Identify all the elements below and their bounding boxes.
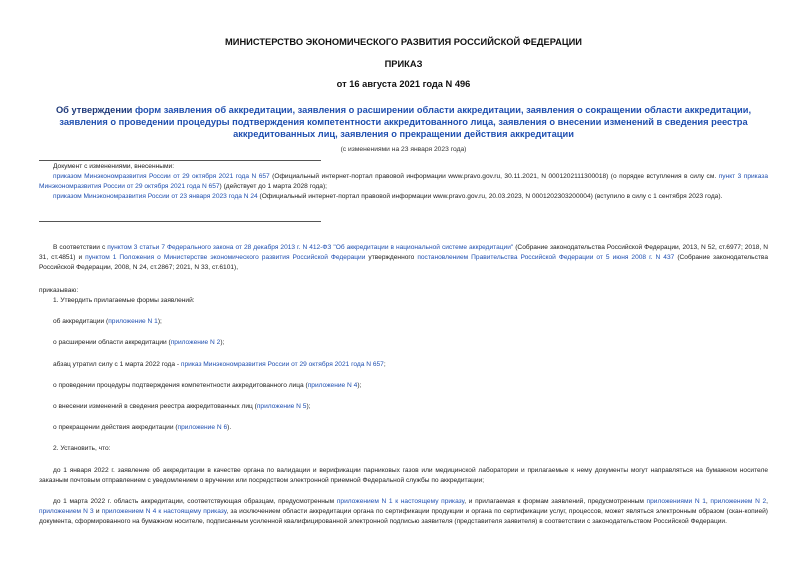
changes-block (39, 162, 768, 202)
appendix-3-order-link[interactable]: приложением N 3 (39, 507, 94, 515)
item-form-6-end: ). (227, 424, 232, 431)
document-title (45, 105, 762, 140)
item-approve-forms: 1. Утвердить прилагаемые формы заявлений: (53, 297, 195, 304)
paragraph-until-march-2022 (39, 497, 768, 527)
divider-top (39, 160, 321, 161)
order-word: приказываю: (39, 287, 79, 294)
item-form-6 (53, 424, 231, 431)
order-657-link[interactable]: приказ Минэкономразвития России от 29 октября 2021 года N 657 (180, 361, 384, 368)
appendix-4-order-link[interactable]: приложением N 4 к настоящему приказу (101, 507, 227, 515)
ministry-heading: МИНИСТЕРСТВО ЭКОНОМИЧЕСКОГО РАЗВИТИЯ РОССИЙСКОЙ ФЕДЕРАЦИИ (225, 37, 582, 47)
appendix-4-link[interactable]: приложение N 4 (307, 382, 358, 389)
item-form-4-text: о проведении процедуры подтверждения компетентности аккредитованного лица ( (53, 382, 308, 389)
law-link[interactable]: пунктом 3 статьи 7 Федерального закона от 28 декабря 2013 г. N 412-ФЗ "Об аккредитации в национальной системе аккредитации" (107, 244, 514, 251)
para-b-text-3: , (705, 498, 711, 505)
para-b-text-5: и (93, 507, 102, 515)
title-prefix: Об утверждении (55, 105, 133, 115)
item-form-2-text: о расширении области аккредитации ( (53, 339, 171, 346)
para-b-text-4: , (766, 498, 768, 505)
item-form-5-end: ); (306, 403, 311, 410)
appendices-1-link[interactable]: приложениями N 1 (646, 498, 706, 505)
preamble-text-2: (Собрание законодательства Российской Федерации, 2013, N 52, ст.6977; 2018, N 31, ст.4851) и (39, 244, 768, 261)
changes-heading: Документ с изменениями, внесенными: (53, 163, 175, 170)
item-form-4-end: ); (357, 382, 362, 389)
appendix-1-link[interactable]: приложение N 1 (108, 318, 158, 325)
preamble-text-3: утвержденного (365, 253, 418, 261)
preamble-text-1: В соответствии с (53, 244, 108, 251)
document-type: ПРИКАЗ (384, 59, 423, 69)
changes-note: (с изменениями на 23 января 2023 года) (340, 146, 467, 153)
change-2-text: (Официальный интернет-портал правовой информации www.pravo.gov.ru, 20.03.2023, N 0001202303200004) (вступило в силу с 1 сентября 2023 года). (257, 192, 723, 200)
change-1-link[interactable]: приказом Минэкономразвития России от 29 октября 2021 года N 657 (53, 172, 270, 180)
title-forms-link[interactable]: форм заявления об аккредитации, заявления о расширении области аккредитации, заявления о сокращении области аккредитации, заявления о проведении процедуры подтверждения компетентности аккредитованного лица, заявления о внесении изменений в сведения реестра аккредитованных лиц, заявления о прекращении действия аккредитации (59, 105, 752, 139)
item-form-1-end: ); (157, 318, 162, 325)
item-form-5-text: о внесении изменений в сведения реестра аккредитованных лиц ( (53, 403, 257, 410)
para-b-text-2: , и прилагаемая к формам заявлений, предусмотренным (464, 498, 647, 505)
paragraph-until-2022: до 1 января 2022 г. заявление об аккредитации в качестве органа по валидации и верификации парниковых газов или медицинской лаборатории и прилагаемые к нему документы могут направляться на бумажном носителе заказным почтовым отправлением с уведомлением о вручении или посредством электронной приемной Федеральной службы по аккредитации; (39, 467, 768, 484)
change-2-link[interactable]: приказом Минэкономразвития России от 23 января 2023 года N 24 (53, 192, 258, 200)
item-form-2 (53, 339, 224, 346)
document-date-number: от 16 августа 2021 года N 496 (336, 79, 471, 89)
item-establish: 2. Установить, что: (53, 445, 111, 452)
item-form-3-text: абзац утратил силу с 1 марта 2022 года - (53, 361, 181, 368)
appendix-6-link[interactable]: приложение N 6 (177, 424, 228, 431)
regulation-link[interactable]: пунктом 1 Положения о Министерстве экономического развития Российской Федерации (85, 253, 366, 261)
change-1-point-link[interactable]: пункт 3 приказа Минэкономразвития России от 29 октября 2021 года N 657 (39, 172, 768, 190)
para-b-text-6: , за исключением области аккредитации органа по сертификации продукции и органа по сертификации услуг, процессов, может являться электронным образом (скан-копией) документа, сформированного на бумажном носителе, подписанным усиленной квалифицированной электронной подписью заявителя (представителя заявителя) в соответствии с законодательством Российской Федерации. (39, 507, 768, 525)
item-form-3-void (53, 361, 386, 368)
appendix-1-order-link[interactable]: приложением N 1 к настоящему приказу (336, 498, 465, 505)
change-1-validity: ) (действует до 1 марта 2028 года); (219, 182, 328, 190)
para-b-text-1: до 1 марта 2022 г. область аккредитации, соответствующая образцам, предусмотренным (53, 498, 337, 505)
item-form-1 (53, 318, 162, 325)
item-form-3-end: ; (383, 361, 386, 368)
change-item-1 (39, 172, 768, 192)
government-decree-link[interactable]: постановлением Правительства Российской Федерации от 5 июня 2008 г. N 437 (417, 253, 675, 261)
appendix-2-link[interactable]: приложение N 2 (170, 339, 221, 346)
preamble-paragraph (39, 243, 768, 273)
item-form-2-end: ); (220, 339, 225, 346)
change-1-text: (Официальный интернет-портал правовой информации www.pravo.gov.ru, 30.11.2021, N 0001202111300018) (о порядке вступления в силу см. (269, 172, 717, 180)
preamble-text-4: (Собрание законодательства Российской Федерации, 2008, N 24, ст.2867; 2021, N 33, ст.6101), (39, 253, 768, 271)
appendix-2-order-link[interactable]: приложением N 2 (710, 498, 767, 505)
change-item-2 (39, 192, 768, 202)
item-form-4 (53, 382, 361, 389)
item-form-5 (53, 403, 310, 410)
item-form-1-text: об аккредитации ( (53, 318, 109, 325)
item-form-6-text: о прекращении действия аккредитации ( (53, 424, 178, 431)
appendix-5-link[interactable]: приложение N 5 (256, 403, 307, 410)
divider-bottom (39, 221, 321, 222)
